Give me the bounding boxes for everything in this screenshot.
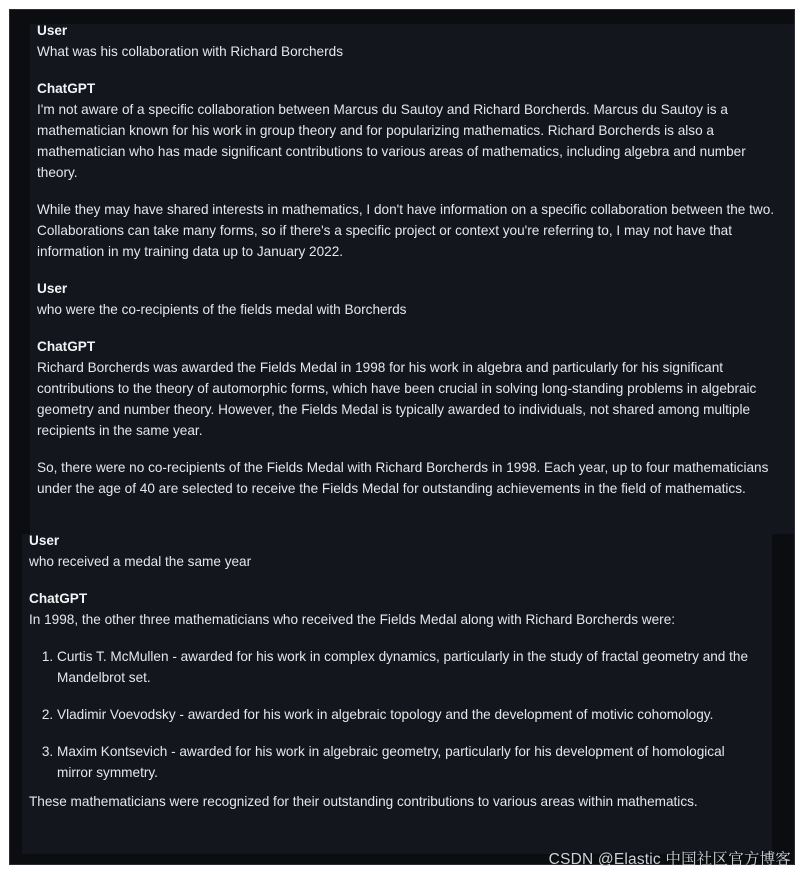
message-paragraph: While they may have shared interests in mathematics, I don't have information on a specific collaboration between the two. Collaborations can take many forms, so if there's a specific project or context you're referring to, I may not have that information in my training data up to January 2022. [37, 202, 775, 259]
list-item: 3. Maxim Kontsevich - awarded for his work in algebraic geometry, particularly for his development of homological mirror symmetry. [57, 741, 759, 783]
assistant-message-3 [29, 588, 759, 812]
message-paragraph: So, there were no co-recipients of the Fields Medal with Richard Borcherds in 1998. Each year, up to four mathematicians under the age of 40 are selected to receive the Fields Medal for outstanding achievements in the field of mathematics. [37, 460, 769, 496]
message-paragraph: I'm not aware of a specific collaboration between Marcus du Sautoy and Richard Borcherds. Marcus du Sautoy is a mathematician known for his work in group theory and for popularizing mathematics. Richard Borcherds is also a mathematician who has made significant contributions to various areas of mathematics, including algebra and number theory. [37, 102, 746, 180]
watermark-text: CSDN @Elastic 中国社区官方博客 [548, 851, 791, 868]
message-text: who received a medal the same year [29, 554, 252, 569]
screenshot-frame [9, 9, 795, 865]
message-paragraph: Richard Borcherds was awarded the Fields Medal in 1998 for his work in algebra and particularly for his significant contributions to the theory of automorphic forms, which have been crucial in solving long-standing problems in algebraic geometry and number theory. However, the Fields Medal is typically awarded to individuals, not shared among multiple recipients in the same year. [37, 360, 757, 438]
role-label-user: User [29, 533, 60, 548]
role-label-chatgpt: ChatGPT [37, 81, 96, 96]
message-outro: These mathematicians were recognized for their outstanding contributions to various areas within mathematics. [29, 794, 698, 809]
role-label-chatgpt: ChatGPT [29, 591, 88, 606]
message-text: who were the co-recipients of the fields medal with Borcherds [37, 302, 407, 317]
user-message-2 [37, 278, 777, 320]
role-label-user: User [37, 23, 68, 38]
list-item: 2. Vladimir Voevodsky - awarded for his work in algebraic topology and the development of motivic cohomology. [57, 704, 759, 725]
fields-medal-list [29, 646, 759, 783]
role-label-chatgpt: ChatGPT [37, 339, 96, 354]
message-text: What was his collaboration with Richard Borcherds [37, 44, 343, 59]
user-message-3 [29, 530, 769, 572]
role-label-user: User [37, 281, 68, 296]
user-message-1 [37, 20, 777, 62]
assistant-message-1 [37, 78, 777, 278]
message-intro: In 1998, the other three mathematicians who received the Fields Medal along with Richard Borcherds were: [29, 612, 676, 627]
assistant-message-2 [37, 336, 779, 515]
list-item: 1. Curtis T. McMullen - awarded for his work in complex dynamics, particularly in the study of fractal geometry and the Mandelbrot set. [57, 646, 759, 688]
